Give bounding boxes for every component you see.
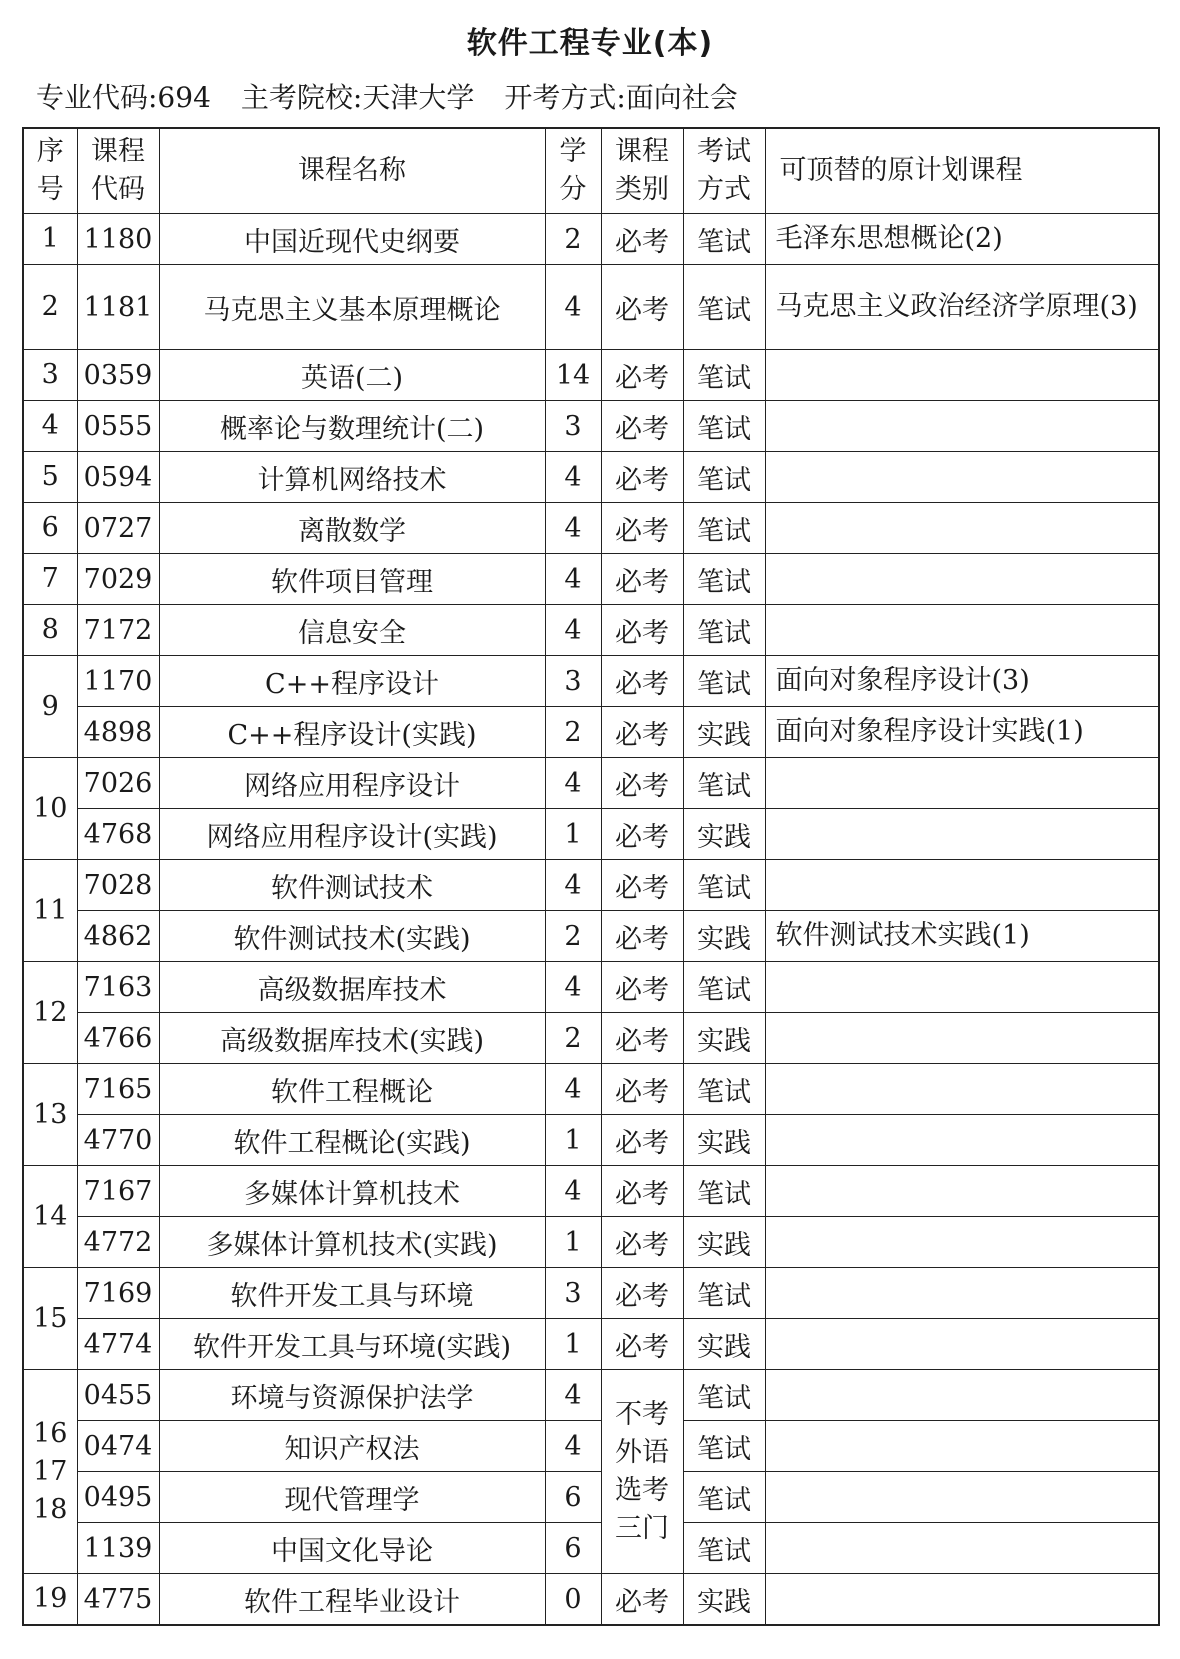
course-code: 4862	[77, 911, 159, 962]
table-row	[23, 1370, 1159, 1421]
replaceable-course: 面向对象程序设计实践(1)	[765, 707, 1159, 758]
course-credit: 1	[545, 1217, 601, 1268]
exam-method: 笔试	[683, 605, 765, 656]
course-credit: 4	[545, 452, 601, 503]
exam-method: 笔试	[683, 1166, 765, 1217]
course-code: 7028	[77, 860, 159, 911]
course-credit: 4	[545, 554, 601, 605]
table-row	[23, 554, 1159, 605]
course-credit: 3	[545, 656, 601, 707]
course-credit: 3	[545, 401, 601, 452]
course-code: 0495	[77, 1472, 159, 1523]
row-index: 12	[23, 962, 77, 1064]
exam-method: 笔试	[683, 554, 765, 605]
course-code: 7172	[77, 605, 159, 656]
table-row	[23, 1523, 1159, 1574]
exam-method: 笔试	[683, 962, 765, 1013]
table-row	[23, 1574, 1159, 1626]
course-credit: 4	[545, 265, 601, 350]
course-credit: 14	[545, 350, 601, 401]
replaceable-course	[765, 554, 1159, 605]
course-code: 0455	[77, 1370, 159, 1421]
course-code: 4775	[77, 1574, 159, 1626]
major-info	[36, 76, 738, 116]
table-row	[23, 1013, 1159, 1064]
course-type: 必考	[601, 911, 683, 962]
course-code: 1170	[77, 656, 159, 707]
replaceable-course	[765, 1013, 1159, 1064]
course-name: 概率论与数理统计(二)	[159, 401, 545, 452]
course-credit: 0	[545, 1574, 601, 1626]
row-index: 9	[23, 656, 77, 758]
table-row	[23, 1421, 1159, 1472]
course-code: 7029	[77, 554, 159, 605]
table-row	[23, 1319, 1159, 1370]
exam-method: 实践	[683, 1217, 765, 1268]
course-credit: 1	[545, 1115, 601, 1166]
row-index: 13	[23, 1064, 77, 1166]
course-name: 现代管理学	[159, 1472, 545, 1523]
course-code: 7165	[77, 1064, 159, 1115]
row-index: 4	[23, 401, 77, 452]
header-method: 考试 方式	[683, 128, 765, 214]
replaceable-course: 马克思主义政治经济学原理(3)	[765, 265, 1159, 350]
replaceable-course	[765, 962, 1159, 1013]
course-name: 离散数学	[159, 503, 545, 554]
course-type: 必考	[601, 605, 683, 656]
course-credit: 2	[545, 1013, 601, 1064]
course-type: 不考 外语 选考 三门	[601, 1370, 683, 1574]
course-code: 4774	[77, 1319, 159, 1370]
row-index: 19	[23, 1574, 77, 1626]
row-index: 3	[23, 350, 77, 401]
exam-method: 笔试	[683, 214, 765, 265]
replaceable-course	[765, 350, 1159, 401]
exam-method: 笔试	[683, 1421, 765, 1472]
row-index: 11	[23, 860, 77, 962]
exam-method: 笔试	[683, 452, 765, 503]
table-row	[23, 503, 1159, 554]
course-credit: 4	[545, 605, 601, 656]
replaceable-course	[765, 1166, 1159, 1217]
exam-mode: 开考方式:面向社会	[504, 81, 738, 114]
course-type: 必考	[601, 554, 683, 605]
course-name: 软件工程概论	[159, 1064, 545, 1115]
replaceable-course	[765, 1115, 1159, 1166]
course-code: 1180	[77, 214, 159, 265]
course-code: 4772	[77, 1217, 159, 1268]
major-code: 专业代码:694	[36, 81, 211, 114]
course-code: 4766	[77, 1013, 159, 1064]
table-row	[23, 1472, 1159, 1523]
course-table	[22, 127, 1160, 1626]
course-type: 必考	[601, 1217, 683, 1268]
course-type: 必考	[601, 265, 683, 350]
course-name: 网络应用程序设计	[159, 758, 545, 809]
course-name: 马克思主义基本原理概论	[159, 265, 545, 350]
course-type: 必考	[601, 1013, 683, 1064]
replaceable-course	[765, 1064, 1159, 1115]
course-type: 必考	[601, 656, 683, 707]
course-credit: 2	[545, 214, 601, 265]
replaceable-course	[765, 1472, 1159, 1523]
course-type: 必考	[601, 1166, 683, 1217]
exam-method: 笔试	[683, 350, 765, 401]
course-name: 软件开发工具与环境	[159, 1268, 545, 1319]
table-row	[23, 605, 1159, 656]
table-row	[23, 214, 1159, 265]
course-credit: 3	[545, 1268, 601, 1319]
replaceable-course	[765, 1319, 1159, 1370]
course-type: 必考	[601, 1268, 683, 1319]
exam-school: 主考院校:天津大学	[240, 81, 475, 114]
table-body	[23, 214, 1159, 1626]
course-code: 4770	[77, 1115, 159, 1166]
course-name: 软件测试技术(实践)	[159, 911, 545, 962]
course-type: 必考	[601, 758, 683, 809]
table-row	[23, 860, 1159, 911]
course-type: 必考	[601, 1574, 683, 1626]
replaceable-course	[765, 1523, 1159, 1574]
course-type: 必考	[601, 350, 683, 401]
course-code: 7026	[77, 758, 159, 809]
course-credit: 4	[545, 860, 601, 911]
course-credit: 2	[545, 707, 601, 758]
course-code: 0359	[77, 350, 159, 401]
course-name: 知识产权法	[159, 1421, 545, 1472]
replaceable-course: 毛泽东思想概论(2)	[765, 214, 1159, 265]
table-row	[23, 265, 1159, 350]
exam-method: 实践	[683, 809, 765, 860]
course-name: 中国近现代史纲要	[159, 214, 545, 265]
table-row	[23, 452, 1159, 503]
replaceable-course: 面向对象程序设计(3)	[765, 656, 1159, 707]
course-name: 高级数据库技术(实践)	[159, 1013, 545, 1064]
exam-method: 笔试	[683, 860, 765, 911]
table-row	[23, 656, 1159, 707]
header-credit: 学 分	[545, 128, 601, 214]
course-credit: 4	[545, 962, 601, 1013]
course-name: 软件项目管理	[159, 554, 545, 605]
course-credit: 2	[545, 911, 601, 962]
replaceable-course	[765, 1370, 1159, 1421]
course-type: 必考	[601, 1064, 683, 1115]
course-code: 1139	[77, 1523, 159, 1574]
exam-method: 笔试	[683, 503, 765, 554]
row-index: 2	[23, 265, 77, 350]
course-code: 0555	[77, 401, 159, 452]
table-row	[23, 758, 1159, 809]
course-credit: 4	[545, 1370, 601, 1421]
course-credit: 4	[545, 758, 601, 809]
exam-method: 笔试	[683, 401, 765, 452]
course-name: 计算机网络技术	[159, 452, 545, 503]
course-code: 7167	[77, 1166, 159, 1217]
course-type: 必考	[601, 452, 683, 503]
table-row	[23, 911, 1159, 962]
replaceable-course	[765, 1574, 1159, 1626]
table-row	[23, 1268, 1159, 1319]
table-row	[23, 707, 1159, 758]
table-row	[23, 1217, 1159, 1268]
course-code: 4898	[77, 707, 159, 758]
row-index: 1	[23, 214, 77, 265]
table-row	[23, 1115, 1159, 1166]
course-code: 7169	[77, 1268, 159, 1319]
replaceable-course	[765, 503, 1159, 554]
course-credit: 4	[545, 503, 601, 554]
exam-method: 实践	[683, 1013, 765, 1064]
header-replace: 可顶替的原计划课程	[765, 128, 1159, 214]
replaceable-course	[765, 1268, 1159, 1319]
course-name: 高级数据库技术	[159, 962, 545, 1013]
course-credit: 6	[545, 1472, 601, 1523]
table-row	[23, 401, 1159, 452]
page-title: 软件工程专业(本)	[466, 26, 714, 61]
course-credit: 4	[545, 1421, 601, 1472]
replaceable-course	[765, 452, 1159, 503]
course-name: 软件开发工具与环境(实践)	[159, 1319, 545, 1370]
table-row	[23, 1166, 1159, 1217]
table-row	[23, 1064, 1159, 1115]
exam-method: 笔试	[683, 1064, 765, 1115]
header-name: 课程名称	[159, 128, 545, 214]
course-name: 信息安全	[159, 605, 545, 656]
replaceable-course	[765, 758, 1159, 809]
course-credit: 1	[545, 809, 601, 860]
course-name: C++程序设计(实践)	[159, 707, 545, 758]
row-index: 5	[23, 452, 77, 503]
course-type: 必考	[601, 809, 683, 860]
row-index: 14	[23, 1166, 77, 1268]
course-type: 必考	[601, 401, 683, 452]
course-code: 7163	[77, 962, 159, 1013]
exam-method: 实践	[683, 707, 765, 758]
course-name: 网络应用程序设计(实践)	[159, 809, 545, 860]
header-type: 课程 类别	[601, 128, 683, 214]
course-type: 必考	[601, 214, 683, 265]
replaceable-course: 软件测试技术实践(1)	[765, 911, 1159, 962]
row-index: 6	[23, 503, 77, 554]
table-header-row	[23, 128, 1159, 214]
course-type: 必考	[601, 1319, 683, 1370]
exam-method: 笔试	[683, 1472, 765, 1523]
course-code: 0727	[77, 503, 159, 554]
row-index: 16 17 18	[23, 1370, 77, 1574]
replaceable-course	[765, 1421, 1159, 1472]
replaceable-course	[765, 605, 1159, 656]
course-type: 必考	[601, 860, 683, 911]
course-name: 多媒体计算机技术	[159, 1166, 545, 1217]
exam-method: 实践	[683, 1115, 765, 1166]
course-code: 1181	[77, 265, 159, 350]
course-name: 软件工程概论(实践)	[159, 1115, 545, 1166]
exam-method: 笔试	[683, 1523, 765, 1574]
row-index: 15	[23, 1268, 77, 1370]
exam-method: 笔试	[683, 758, 765, 809]
course-name: 英语(二)	[159, 350, 545, 401]
row-index: 7	[23, 554, 77, 605]
course-type: 必考	[601, 503, 683, 554]
exam-method: 笔试	[683, 656, 765, 707]
row-index: 10	[23, 758, 77, 860]
course-code: 0474	[77, 1421, 159, 1472]
replaceable-course	[765, 401, 1159, 452]
course-name: 软件测试技术	[159, 860, 545, 911]
course-type: 必考	[601, 962, 683, 1013]
course-name: 软件工程毕业设计	[159, 1574, 545, 1626]
header-index: 序 号	[23, 128, 77, 214]
course-credit: 1	[545, 1319, 601, 1370]
course-credit: 4	[545, 1064, 601, 1115]
exam-method: 实践	[683, 1319, 765, 1370]
exam-method: 实践	[683, 911, 765, 962]
course-name: 环境与资源保护法学	[159, 1370, 545, 1421]
course-code: 4768	[77, 809, 159, 860]
replaceable-course	[765, 809, 1159, 860]
exam-method: 笔试	[683, 1370, 765, 1421]
table-row	[23, 962, 1159, 1013]
course-code: 0594	[77, 452, 159, 503]
course-name: C++程序设计	[159, 656, 545, 707]
exam-method: 笔试	[683, 265, 765, 350]
header-code: 课程 代码	[77, 128, 159, 214]
table-row	[23, 350, 1159, 401]
table-row	[23, 809, 1159, 860]
course-credit: 6	[545, 1523, 601, 1574]
exam-method: 实践	[683, 1574, 765, 1626]
course-type: 必考	[601, 1115, 683, 1166]
course-name: 中国文化导论	[159, 1523, 545, 1574]
exam-method: 笔试	[683, 1268, 765, 1319]
replaceable-course	[765, 860, 1159, 911]
row-index: 8	[23, 605, 77, 656]
course-type: 必考	[601, 707, 683, 758]
course-name: 多媒体计算机技术(实践)	[159, 1217, 545, 1268]
replaceable-course	[765, 1217, 1159, 1268]
course-credit: 4	[545, 1166, 601, 1217]
